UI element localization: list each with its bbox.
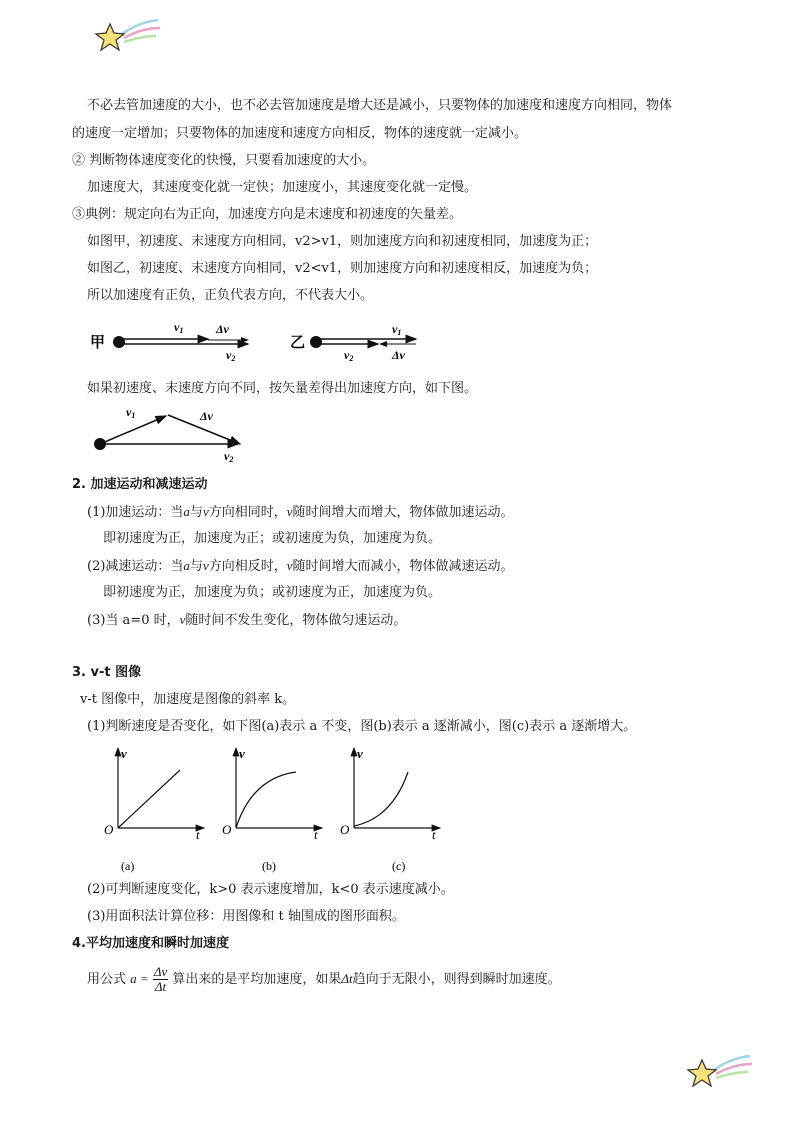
svg-text:Δv: Δv [200, 409, 213, 423]
svg-text:Δv: Δv [392, 348, 405, 362]
paragraph-line: 所以加速度有正负，正负代表方向，不代表大小。 [87, 288, 374, 303]
paragraph-line: (3)用面积法计算位移：用图像和 t 轴围成的图形面积。 [87, 909, 405, 924]
svg-text:v: v [357, 746, 363, 761]
paragraph-line: 即初速度为正，加速度为负；或初速度为正，加速度为负。 [103, 585, 442, 600]
svg-text:v2: v2 [344, 348, 354, 362]
shooting-star-icon [94, 16, 164, 56]
svg-text:(c): (c) [392, 859, 406, 873]
figure-triangle [88, 402, 258, 464]
svg-text:v2: v2 [226, 348, 236, 362]
vt-graphs [96, 742, 456, 877]
section-heading: 3. v-t 图像 [72, 665, 142, 680]
graph-c [340, 746, 440, 873]
svg-text:v: v [121, 746, 127, 761]
svg-text:v1: v1 [392, 322, 402, 337]
paragraph-line: (1)加速运动：当a与v方向相同时，v随时间增大而增大，物体做加速运动。 [87, 504, 514, 520]
paragraph-line: 加速度大，其速度变化就一定快；加速度小，其速度变化就一定慢。 [87, 180, 478, 195]
svg-text:v1: v1 [174, 320, 184, 335]
figure-yi [288, 316, 428, 362]
graph-b [222, 746, 322, 873]
svg-text:(b): (b) [262, 859, 276, 873]
svg-text:O: O [104, 822, 114, 837]
figure-label: 乙 [290, 335, 306, 351]
graph-a [104, 746, 204, 873]
svg-text:O: O [222, 822, 232, 837]
paragraph-line: 的速度一定增加；只要物体的加速度和速度方向相反，物体的速度就一定减小。 [72, 126, 528, 141]
formula-line: 用公式 a = $\frac{\Delta v}{\Delta t}$ 算出来的是平均加速度，如果Δt趋向于无限小，则得到瞬时加速度。 [87, 964, 561, 994]
figure-label: 甲 [90, 335, 106, 351]
figure-jia [88, 316, 268, 362]
paragraph-line: (2)减速运动：当a与v方向相反时，v随时间增大而减小，物体做减速运动。 [87, 558, 514, 574]
svg-text:Δv: Δv [216, 322, 229, 336]
formula-fraction: $\frac{\Delta v}{\Delta t}$ [153, 964, 168, 994]
paragraph-line: 不必去管加速度的大小，也不必去管加速度是增大还是减小，只要物体的加速度和速度方向相同，物体 [87, 98, 673, 113]
svg-text:t: t [314, 827, 318, 842]
formula-lhs: a = [130, 971, 149, 986]
paragraph-line: (3)当 a=0 时，v随时间不发生变化，物体做匀速运动。 [87, 612, 407, 628]
svg-text:t: t [432, 827, 436, 842]
paragraph-line: 如图乙，初速度、末速度方向相同，v2<v1，则加速度方向和初速度相反，加速度为负； [87, 261, 598, 276]
svg-text:t: t [196, 827, 200, 842]
paragraph-line: (1)判断速度是否变化，如下图(a)表示 a 不变，图(b)表示 a 逐渐减小，图(c)表示 a 逐渐增大。 [87, 719, 637, 734]
svg-text:v2: v2 [224, 449, 234, 464]
paragraph-line: ③典例：规定向右为正向，加速度方向是末速度和初速度的矢量差。 [72, 207, 463, 222]
svg-text:v1: v1 [126, 405, 136, 420]
paragraph-line: ② 判断物体速度变化的快慢，只要看加速度的大小。 [72, 153, 376, 168]
paragraph-line: 如果初速度、末速度方向不同，按矢量差得出加速度方向，如下图。 [87, 381, 478, 396]
svg-text:(a): (a) [121, 859, 135, 873]
svg-text:O: O [340, 822, 350, 837]
paragraph-line: v-t 图像中，加速度是图像的斜率 k。 [80, 692, 296, 707]
shooting-star-icon [686, 1052, 756, 1092]
section-heading: 4.平均加速度和瞬时加速度 [72, 936, 229, 951]
paragraph-line: (2)可判断速度变化，k>0 表示速度增加，k<0 表示速度减小。 [87, 882, 454, 897]
svg-text:v: v [239, 746, 245, 761]
paragraph-line: 即初速度为正，加速度为正；或初速度为负，加速度为负。 [103, 531, 442, 546]
paragraph-line: 如图甲，初速度、末速度方向相同，v2>v1，则加速度方向和初速度相同，加速度为正； [87, 234, 598, 249]
section-heading: 2. 加速运动和减速运动 [72, 477, 208, 492]
